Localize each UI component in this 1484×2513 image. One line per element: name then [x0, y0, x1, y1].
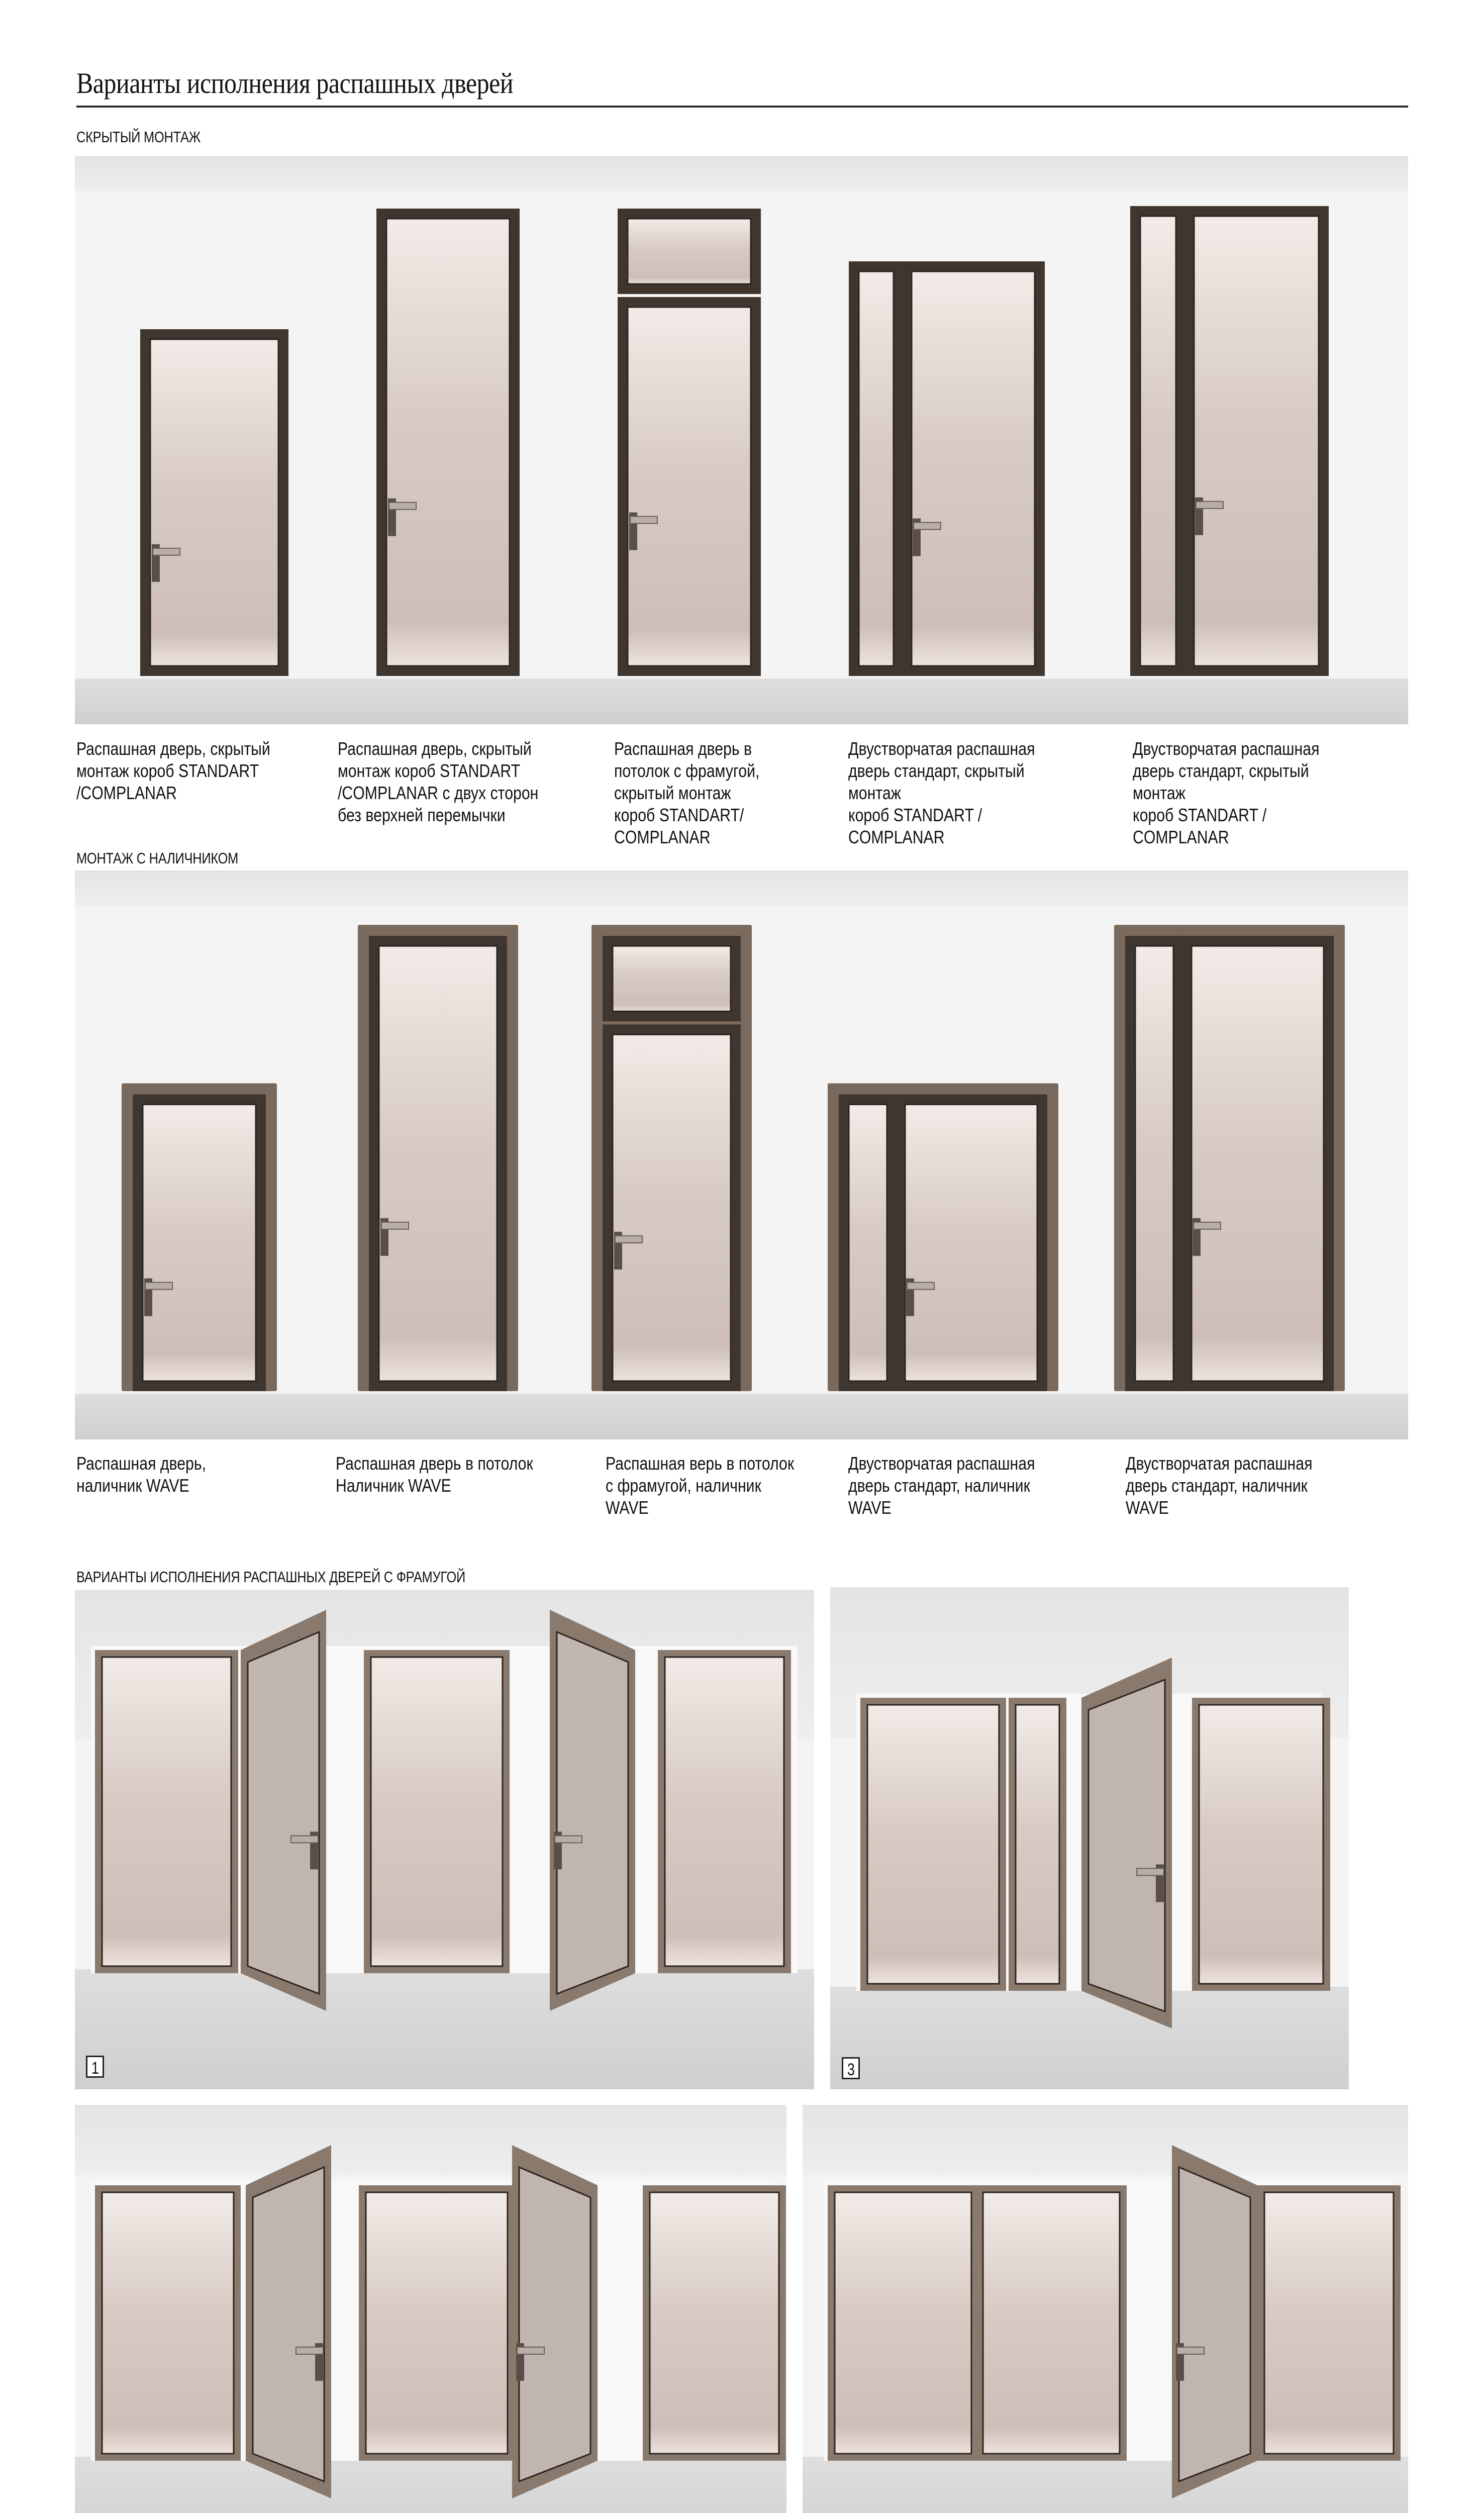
floor	[830, 1987, 1349, 2089]
door-leaf	[1184, 206, 1329, 676]
door-leaf	[902, 261, 1045, 676]
room-scene	[75, 1590, 814, 2089]
caption-hidden-4	[848, 738, 1035, 848]
variant-3-image	[830, 1587, 1349, 2089]
caption-line: Двустворчатая распашная	[1126, 1453, 1313, 1474]
caption-line: Распашная дверь в	[614, 738, 752, 759]
caption-line: WAVE	[1126, 1497, 1169, 1518]
fixed-glass-panel	[359, 2185, 515, 2461]
caption-line: дверь стандарт, скрытый	[1133, 760, 1309, 781]
variant-1-image	[75, 1590, 814, 2089]
fixed-leaf	[1130, 206, 1186, 676]
fixed-glass-panel	[828, 2185, 978, 2461]
floor	[75, 1969, 814, 2089]
room-scene	[75, 156, 1408, 724]
open-door-leaf	[246, 2145, 331, 2498]
caption-line: наличник WAVE	[76, 1475, 189, 1496]
variant-badge-3	[842, 2057, 860, 2079]
section-label-transom-variants: ВАРИАНТЫ ИСПОЛНЕНИЯ РАСПАШНЫХ ДВЕРЕЙ С ФРАМУГОЙ	[76, 1568, 466, 1586]
door-leaf	[603, 1024, 741, 1391]
caption-line: Распашная дверь, скрытый	[338, 738, 532, 759]
transom-pane	[603, 936, 741, 1021]
caption-line: монтаж короб STANDART	[338, 760, 521, 781]
floor	[75, 679, 1408, 724]
caption-line: дверь стандарт, наличник	[1126, 1475, 1308, 1496]
caption-casing-4	[848, 1453, 1035, 1519]
open-door-leaf	[1081, 1658, 1172, 2028]
fixed-glass-panel	[643, 2185, 786, 2461]
caption-line: короб STANDART /	[1133, 805, 1267, 825]
badge-number: 3	[847, 2060, 855, 2079]
caption-line: COMPLANAR	[1133, 827, 1229, 847]
ceiling	[75, 871, 1408, 906]
section-label-hidden-mount: СКРЫТЫЙ МОНТАЖ	[76, 128, 201, 146]
caption-casing-5	[1126, 1453, 1312, 1519]
caption-hidden-2	[338, 738, 538, 826]
caption-line: Распашная верь в потолок	[606, 1453, 795, 1474]
floor	[803, 2457, 1408, 2513]
caption-line: Двустворчатая распашная	[848, 1453, 1035, 1474]
door-leaf	[133, 1094, 266, 1391]
room-scene	[830, 1587, 1349, 2089]
caption-hidden-3	[614, 738, 759, 848]
door-leaf	[369, 936, 507, 1391]
ceiling	[803, 2105, 1408, 2175]
door-leaf	[1181, 936, 1334, 1391]
floor	[75, 1394, 1408, 1439]
room-scene	[75, 871, 1408, 1439]
caption-line: Распашная дверь в потолок	[336, 1453, 533, 1474]
transom-pane	[618, 209, 761, 294]
badge-number: 1	[91, 2059, 99, 2078]
caption-line: COMPLANAR	[848, 827, 945, 847]
caption-line: Двустворчатая распашная	[848, 738, 1035, 759]
room-scene	[75, 2105, 786, 2513]
caption-casing-2	[336, 1453, 533, 1497]
caption-line: Распашная дверь,	[76, 1453, 207, 1474]
caption-line: дверь стандарт, наличник	[848, 1475, 1030, 1496]
fixed-leaf	[849, 261, 904, 676]
fixed-glass-panel	[1192, 1698, 1330, 1991]
section-label-casing-mount: МОНТАЖ С НАЛИЧНИКОМ	[76, 849, 239, 867]
fixed-glass-panel	[658, 1650, 791, 1973]
caption-line: дверь стандарт, скрытый	[848, 760, 1025, 781]
floor	[75, 2457, 786, 2513]
fixed-glass-panel	[976, 2185, 1127, 2461]
caption-line: /COMPLANAR	[76, 783, 177, 803]
fixed-glass-panel	[95, 1650, 238, 1973]
open-door-leaf	[241, 1610, 326, 2011]
caption-line: WAVE	[606, 1497, 649, 1518]
caption-line: COMPLANAR	[614, 827, 711, 847]
caption-hidden-5	[1133, 738, 1319, 848]
title-divider	[76, 106, 1408, 108]
caption-line: потолок с фрамугой,	[614, 760, 760, 781]
caption-line: скрытый монтаж	[614, 783, 731, 803]
caption-casing-3	[606, 1453, 794, 1519]
room-scene	[803, 2105, 1408, 2513]
door-leaf	[376, 209, 520, 676]
caption-line: монтаж	[848, 783, 901, 803]
fixed-glass-panel	[95, 2185, 241, 2461]
variant-2-image	[75, 2105, 786, 2513]
caption-line: Наличник WAVE	[336, 1475, 451, 1496]
caption-line: WAVE	[848, 1497, 892, 1518]
open-door-leaf	[512, 2145, 598, 2498]
caption-casing-1	[76, 1453, 206, 1497]
open-door-leaf	[550, 1610, 635, 2011]
hidden-mount-doors-image	[75, 156, 1408, 724]
caption-line: /COMPLANAR с двух сторон	[338, 783, 539, 803]
fixed-glass-panel	[364, 1650, 510, 1973]
page-title: Варианты исполнения распашных дверей	[76, 67, 514, 100]
caption-line: короб STANDART /	[848, 805, 982, 825]
door-leaf	[140, 329, 288, 676]
door-leaf	[618, 297, 761, 676]
ceiling	[75, 156, 1408, 191]
variant-badge-1	[86, 2056, 104, 2078]
variant-4-image	[803, 2105, 1408, 2513]
caption-line: монтаж	[1133, 783, 1185, 803]
caption-hidden-1	[76, 738, 270, 804]
caption-line: короб STANDART/	[614, 805, 744, 825]
fixed-glass-panel	[1257, 2185, 1401, 2461]
fixed-leaf	[839, 1094, 897, 1391]
open-door-leaf	[1172, 2145, 1257, 2498]
caption-line: без верхней перемычки	[338, 805, 506, 825]
caption-line: с фрамугой, наличник	[606, 1475, 761, 1496]
caption-line: монтаж короб STANDART	[76, 760, 259, 781]
fixed-glass-panel	[1009, 1698, 1066, 1991]
casing-mount-doors-image	[75, 871, 1408, 1439]
caption-line: Распашная дверь, скрытый	[76, 738, 270, 759]
caption-line: Двустворчатая распашная	[1133, 738, 1320, 759]
fixed-leaf	[1125, 936, 1183, 1391]
ceiling	[75, 2105, 786, 2175]
fixed-glass-panel	[860, 1698, 1006, 1991]
door-leaf	[895, 1094, 1047, 1391]
